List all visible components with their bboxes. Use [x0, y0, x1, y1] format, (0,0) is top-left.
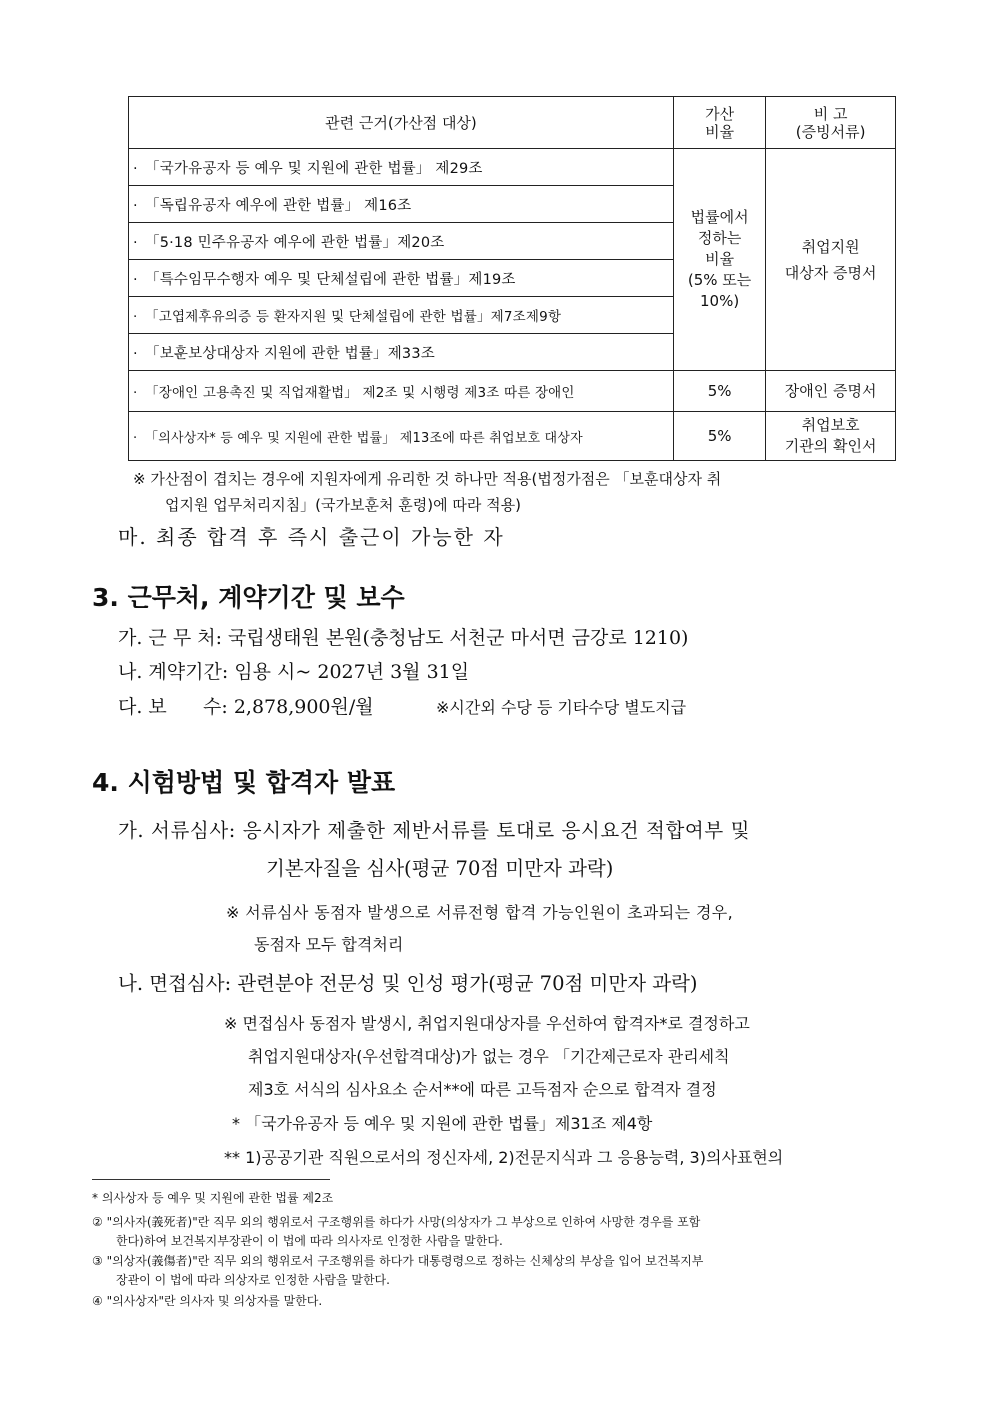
- law-text: 「고엽제후유의증 등 환자지원 및 단체설립에 관한 법률」제7조제9항: [145, 309, 562, 325]
- bullet: ·: [133, 234, 138, 251]
- law-row-rescuer: [129, 412, 674, 461]
- section4-ga-line2: 기본자질을 심사(평균 70점 미만자 과락): [266, 857, 614, 880]
- group1-note: 취업지원 대상자 증명서: [766, 149, 896, 371]
- section4-ga-note2: 동점자 모두 합격처리: [254, 935, 404, 954]
- law-row-6: [129, 334, 674, 371]
- footnote-divider: [92, 1179, 330, 1180]
- header-note: 비 고 (증빙서류): [766, 97, 896, 149]
- header-rate: 가산 비율: [673, 97, 765, 149]
- footnote-line: 한다)하여 보건복지부장관이 이 법에 따라 의사자로 인정한 사람을 말한다.: [116, 1234, 503, 1248]
- law-text: 「국가유공자 등 예우 및 지원에 관한 법률」 제29조: [145, 160, 483, 177]
- section3-da: 다. 보 수: 2,878,900원/월: [118, 696, 374, 718]
- section3-ga: 가. 근 무 처: 국립생태원 본원(충청남도 서천군 마서면 금강로 1210): [118, 627, 689, 649]
- footnote-line: ② "의사자(義死者)"란 직무 외의 행위로서 구조행위를 하다가 사망(의상자가 그 부상으로 인하여 사망한 경우를 포함: [92, 1215, 701, 1229]
- table-header-row: [129, 97, 896, 149]
- section3-title: 3. 근무처, 계약기간 및 보수: [92, 583, 405, 612]
- section4-na-line1: 나. 면접심사: 관련분야 전문성 및 인성 평가(평균 70점 미만자 과락): [118, 972, 698, 995]
- footnote-line: ④ "의사상자"란 의사자 및 의상자를 말한다.: [92, 1294, 323, 1308]
- group1-rate: 법률에서 정하는 비율 (5% 또는 10%): [673, 149, 765, 371]
- bullet: ·: [133, 385, 138, 401]
- rate-rescuer: 5%: [673, 412, 765, 461]
- law-text: 「의사상자* 등 예우 및 지원에 관한 법률」 제13조에 따른 취업보호 대상자: [145, 430, 583, 446]
- law-text: 「독립유공자 예우에 관한 법률」 제16조: [145, 197, 412, 214]
- section4-star2: ** 1)공공기관 직원으로서의 정신자세, 2)전문지식과 그 응용능력, 3)의사표현의: [224, 1148, 784, 1167]
- note-rescuer: 취업보호 기관의 확인서: [766, 412, 896, 461]
- bonus-points-table: [128, 96, 896, 461]
- footnote-line: * 의사상자 등 예우 및 지원에 관한 법률 제2조: [92, 1191, 334, 1205]
- section4-na-note1: ※ 면접심사 동점자 발생시, 취업지원대상자를 우선하여 합격자*로 결정하고: [224, 1014, 750, 1033]
- note-overlap-line2: 업지원 업무처리지침」(국가보훈처 훈령)에 따라 적용): [165, 496, 521, 514]
- note-overlap-line1: ※ 가산점이 겹치는 경우에 지원자에게 유리한 것 하나만 적용(법정가점은 「보훈대상자 취: [133, 470, 722, 488]
- bullet: ·: [133, 197, 138, 214]
- note-disabled: 장애인 증명서: [766, 371, 896, 412]
- bullet: ·: [133, 309, 138, 325]
- rate-disabled: 5%: [673, 371, 765, 412]
- section4-ga-note1: ※ 서류심사 동점자 발생으로 서류전형 합격 가능인원이 초과되는 경우,: [226, 903, 734, 922]
- law-text: 「특수임무수행자 예우 및 단체설립에 관한 법률」제19조: [145, 271, 516, 288]
- section4-na-note2: 취업지원대상자(우선합격대상)가 없는 경우 「기간제근로자 관리세칙: [248, 1047, 730, 1066]
- table-row: [129, 371, 896, 412]
- law-row-disabled: [129, 371, 674, 412]
- law-row-4: [129, 260, 674, 297]
- section4-title: 4. 시험방법 및 합격자 발표: [92, 768, 396, 797]
- table-row: [129, 149, 896, 186]
- footnote-line: 장관이 이 법에 따라 의상자로 인정한 사람을 말한다.: [116, 1273, 390, 1287]
- law-text: 「보훈보상대상자 지원에 관한 법률」제33조: [145, 345, 435, 362]
- bullet: ·: [133, 345, 138, 362]
- law-row-5: [129, 297, 674, 334]
- section4-na-note3: 제3호 서식의 심사요소 순서**에 따른 고득점자 순으로 합격자 결정: [248, 1080, 717, 1099]
- law-row-3: [129, 223, 674, 260]
- section4-ga-line1: 가. 서류심사: 응시자가 제출한 제반서류를 토대로 응시요건 적합여부 및: [118, 819, 751, 842]
- section4-star1: * 「국가유공자 등 예우 및 지원에 관한 법률」제31조 제4항: [232, 1114, 653, 1133]
- footnote-line: ③ "의상자(義傷者)"란 직무 외의 행위로서 구조행위를 하다가 대통령령으로 정하는 신체상의 부상을 입어 보건복지부: [92, 1254, 704, 1268]
- bullet: ·: [133, 430, 138, 446]
- section3-na: 나. 계약기간: 임용 시~ 2027년 3월 31일: [118, 661, 470, 683]
- bullet: ·: [133, 160, 138, 177]
- law-text: 「5·18 민주유공자 예우에 관한 법률」제20조: [145, 234, 445, 251]
- header-basis: 관련 근거(가산점 대상): [129, 97, 674, 149]
- law-text: 「장애인 고용촉진 및 직업재활법」 제2조 및 시행령 제3조 따른 장애인: [145, 385, 575, 401]
- section3-da-note: ※시간외 수당 등 기타수당 별도지급: [436, 698, 687, 717]
- table-row: [129, 412, 896, 461]
- law-row-1: [129, 149, 674, 186]
- law-row-2: [129, 186, 674, 223]
- item-ma: 마. 최종 합격 후 즉시 출근이 가능한 자: [118, 525, 505, 549]
- bullet: ·: [133, 271, 138, 288]
